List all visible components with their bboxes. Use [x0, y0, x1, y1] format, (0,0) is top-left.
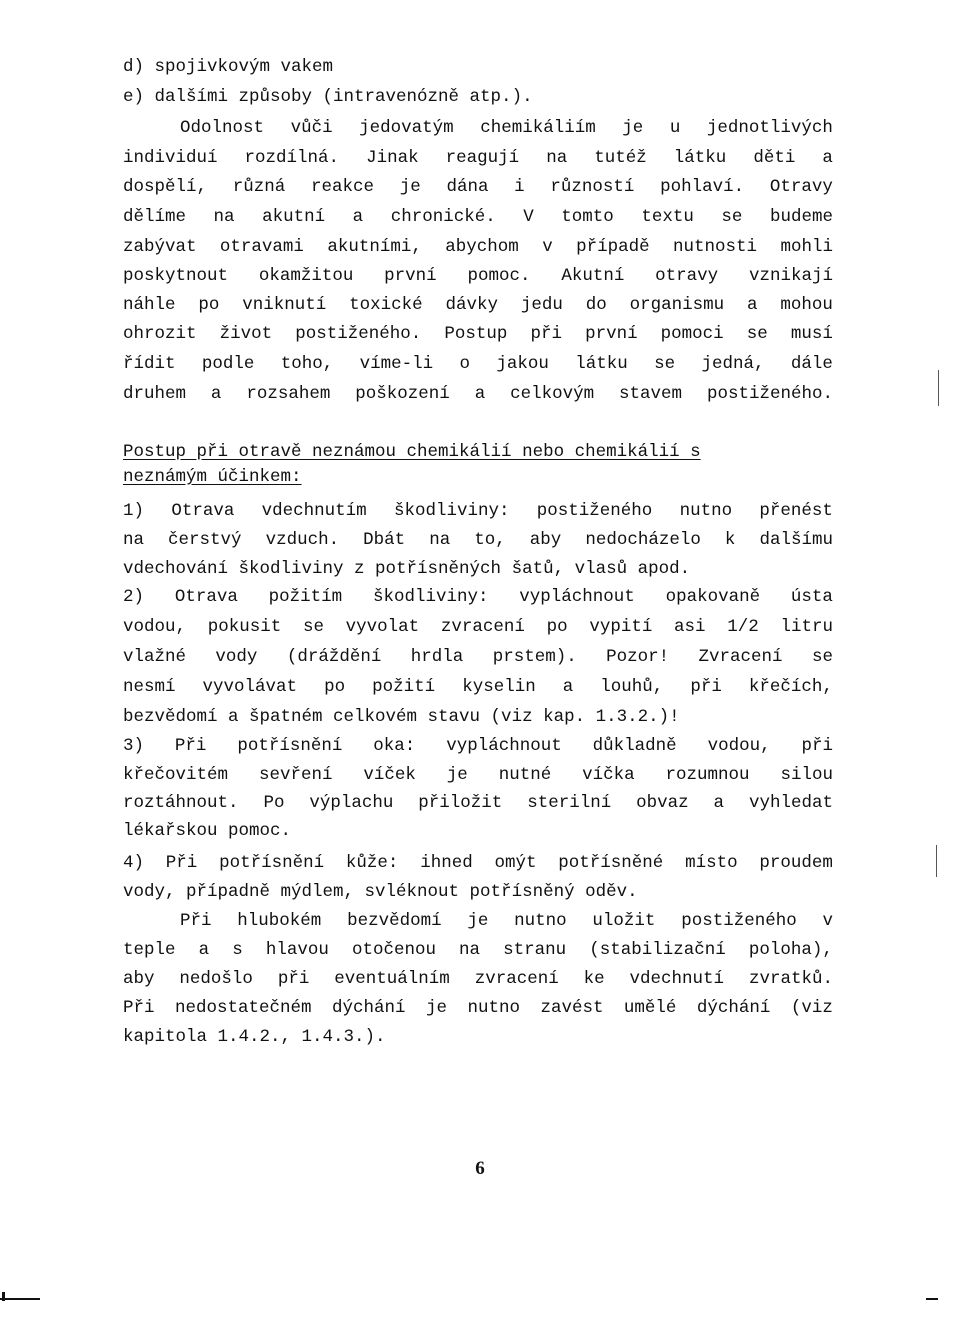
word: otravami — [219, 237, 304, 257]
word: v — [822, 911, 833, 931]
word: Odolnost — [180, 118, 265, 138]
word: dalšímu — [759, 530, 833, 550]
word: ihned — [420, 853, 473, 873]
word: chemikáliím — [480, 118, 596, 138]
word: a — [210, 384, 222, 404]
text-line — [123, 734, 833, 758]
word: nutné — [498, 765, 552, 785]
text-line: kapitola 1.4.2., 1.4.3.). — [123, 1027, 386, 1047]
word: litru — [780, 617, 833, 637]
word: a — [713, 793, 725, 813]
word: zvracení — [474, 969, 559, 989]
crop-mark-right — [926, 1298, 938, 1300]
word: Jinak — [366, 148, 419, 168]
word: do — [585, 295, 607, 315]
word: pomoci — [660, 324, 724, 344]
word: nedošlo — [179, 969, 253, 989]
word: zabývat — [123, 237, 197, 257]
word: k — [724, 530, 736, 550]
word: a — [822, 148, 833, 168]
text-line — [123, 264, 833, 288]
word: ústa — [790, 587, 833, 607]
text-line — [123, 322, 833, 346]
word: rozsahem — [246, 384, 331, 404]
word: vypláchnout — [446, 736, 562, 756]
word: je — [399, 177, 421, 197]
word: omýt — [494, 853, 537, 873]
word: Při — [180, 911, 212, 931]
word: s — [232, 940, 243, 960]
word: vzduch. — [265, 530, 340, 550]
word: nedostatečném — [174, 998, 312, 1018]
word: škodliviny: — [393, 501, 510, 521]
word: zvratků. — [748, 969, 833, 989]
word: hrdla — [410, 647, 464, 667]
word: hlubokém — [237, 911, 322, 931]
word: oka: — [373, 736, 416, 756]
word: vyvolávat — [202, 677, 298, 697]
word: nedocházelo — [585, 530, 701, 550]
word: Otravy — [769, 177, 833, 197]
word: stavem — [619, 384, 683, 404]
word: dělíme — [123, 207, 187, 227]
word: obvaz — [636, 793, 689, 813]
word: i — [514, 177, 525, 197]
word: 1) — [123, 501, 145, 521]
word: poskytnout — [123, 266, 229, 286]
word: vodou, — [123, 617, 187, 637]
word: vody — [215, 647, 258, 667]
text-line — [123, 675, 833, 699]
word: umělé — [623, 998, 677, 1018]
word: dávky — [445, 295, 499, 315]
word: vypití — [589, 617, 653, 637]
word: křečích, — [748, 677, 833, 697]
word: akutními, — [327, 237, 422, 257]
word: budeme — [769, 207, 833, 227]
word: toxické — [349, 295, 423, 315]
word: Po — [263, 793, 285, 813]
word: rozumnou — [665, 765, 750, 785]
word: nesmí — [123, 677, 176, 697]
text-line — [180, 116, 833, 140]
word: 3) — [123, 736, 145, 756]
word: potřísnění — [237, 736, 343, 756]
word: dospělí, — [123, 177, 208, 197]
word: Při — [123, 998, 155, 1018]
word: individuí — [123, 148, 218, 168]
word: dýchání — [331, 998, 406, 1018]
word: jednotlivých — [706, 118, 833, 138]
word: ohrozit — [123, 324, 197, 344]
word: jakou — [496, 354, 549, 374]
word: první — [585, 324, 638, 344]
text-line — [123, 585, 833, 609]
word: na — [546, 148, 568, 168]
word: přiložit — [418, 793, 503, 813]
word: bezvědomí — [347, 911, 442, 931]
text-line — [123, 763, 833, 787]
word: náhle — [123, 295, 176, 315]
word: jedovatým — [359, 118, 454, 138]
word: tutéž — [594, 148, 647, 168]
word: postiženého. — [295, 324, 422, 344]
word: po — [546, 617, 568, 637]
word: řídit — [123, 354, 176, 374]
word: látku — [575, 354, 628, 374]
word: při — [690, 677, 722, 697]
word: víčka — [582, 765, 635, 785]
word: požití — [372, 677, 436, 697]
text-line — [123, 175, 833, 199]
word: při — [530, 324, 562, 344]
text-line: vody, případně mýdlem, svléknout potřísněný oděv. — [123, 882, 638, 902]
text-line — [123, 205, 833, 229]
text-line — [123, 791, 833, 815]
word: 2) — [123, 587, 145, 607]
word: a — [352, 207, 364, 227]
word: je — [467, 911, 489, 931]
word: hlavou — [265, 940, 329, 960]
word: se — [302, 617, 324, 637]
word: potřísněné — [558, 853, 664, 873]
word: sevření — [258, 765, 333, 785]
word: křečovitém — [123, 765, 229, 785]
word: pomoc. — [467, 266, 531, 286]
word: různá — [232, 177, 286, 197]
word: roztáhnout. — [123, 793, 239, 813]
word: nutno — [679, 501, 733, 521]
word: postiženého — [536, 501, 653, 521]
text-line — [123, 528, 833, 552]
word: nutno — [514, 911, 567, 931]
text-line: e) dalšími způsoby (intravenózně atp.). — [123, 87, 533, 107]
word: a — [198, 940, 210, 960]
word: pohlaví. — [660, 177, 745, 197]
word: u — [669, 118, 681, 138]
word: aby — [529, 530, 562, 550]
word: škodliviny: — [372, 587, 489, 607]
word: mohou — [780, 295, 833, 315]
word: Otrava — [174, 587, 238, 607]
word: růzností — [550, 177, 635, 197]
word: eventuálním — [334, 969, 450, 989]
text-line: d) spojivkovým vakem — [123, 57, 334, 77]
word: dále — [790, 354, 833, 374]
word: Postup — [444, 324, 508, 344]
word: textu — [641, 207, 694, 227]
word: jedu — [520, 295, 563, 315]
word: ke — [583, 969, 605, 989]
word: se — [721, 207, 743, 227]
text-line — [123, 967, 833, 991]
word: v — [542, 237, 553, 257]
word: víme-li — [359, 354, 434, 374]
word: celkovým — [510, 384, 595, 404]
word: dána — [446, 177, 489, 197]
word: se — [811, 647, 833, 667]
word: a — [747, 295, 758, 315]
word: je — [446, 765, 468, 785]
word: reagují — [445, 148, 520, 168]
word: tomto — [561, 207, 614, 227]
word: se — [654, 354, 676, 374]
word: silou — [780, 765, 833, 785]
word: a — [562, 677, 574, 697]
word: sterilní — [527, 793, 612, 813]
word: život — [219, 324, 273, 344]
word: a — [474, 384, 486, 404]
word: reakce — [310, 177, 374, 197]
word: Při — [174, 736, 207, 756]
word: případě — [576, 237, 650, 257]
word: poškození — [355, 384, 450, 404]
word: V — [523, 207, 534, 227]
text-line — [123, 352, 833, 376]
page-number: 6 — [475, 1158, 485, 1179]
word: stranu — [503, 940, 567, 960]
word: prstem). — [492, 647, 577, 667]
word: vyvolat — [345, 617, 420, 637]
word: vůči — [290, 118, 333, 138]
word: zavést — [540, 998, 604, 1018]
word: musí — [790, 324, 833, 344]
word: to, — [474, 530, 506, 550]
word: nutnosti — [673, 237, 758, 257]
word: místo — [685, 853, 738, 873]
word: vodou, — [707, 736, 771, 756]
word: víček — [363, 765, 416, 785]
word: Akutní — [561, 266, 625, 286]
word: postiženého. — [706, 384, 833, 404]
word: vyhledat — [748, 793, 833, 813]
text-line — [123, 851, 833, 875]
word: vznikají — [748, 266, 833, 286]
word: vdechnutím — [261, 501, 367, 521]
word: organismu — [629, 295, 725, 315]
word: 4) — [123, 853, 145, 873]
word: opakovaně — [665, 587, 761, 607]
section-heading-continued: neznámým účinkem: — [123, 467, 302, 487]
word: chronické. — [390, 207, 496, 227]
word: asi — [674, 617, 706, 637]
word: louhů, — [600, 677, 664, 697]
word: podle — [201, 354, 255, 374]
text-line — [123, 615, 833, 639]
word: dýchání — [696, 998, 771, 1018]
word: rozdílná. — [244, 148, 340, 168]
word: teple — [123, 940, 176, 960]
word: výplachu — [309, 793, 394, 813]
word: po — [198, 295, 220, 315]
word: pokusit — [207, 617, 282, 637]
word: čerstvý — [168, 530, 242, 550]
word: děti — [753, 148, 796, 168]
word: vypláchnout — [519, 587, 635, 607]
word: Zvracení — [698, 647, 783, 667]
word: postiženého — [681, 911, 797, 931]
word: požitím — [268, 587, 343, 607]
text-line — [123, 996, 833, 1020]
word: je — [425, 998, 447, 1018]
word: akutní — [262, 207, 326, 227]
word: zvracení — [440, 617, 525, 637]
word: na — [123, 530, 145, 550]
word: na — [459, 940, 481, 960]
word: 1/2 — [727, 617, 759, 637]
text-line — [180, 909, 833, 933]
word: (dráždění — [286, 647, 382, 667]
word: při — [801, 736, 833, 756]
word: první — [384, 266, 437, 286]
crop-mark-left — [0, 1298, 40, 1300]
word: vlažné — [123, 647, 187, 667]
word: toho, — [280, 354, 334, 374]
text-line: lékařskou pomoc. — [123, 821, 292, 841]
text-line — [123, 499, 833, 523]
text-line — [123, 382, 833, 406]
section-heading: Postup při otravě neznámou chemikálií nebo chemikálií s — [123, 442, 701, 462]
word: otočenou — [351, 940, 436, 960]
word: látku — [673, 148, 727, 168]
word: Při — [165, 853, 198, 873]
word: se — [746, 324, 768, 344]
word: aby — [123, 969, 155, 989]
scan-mark — [938, 370, 939, 406]
word: proudem — [759, 853, 833, 873]
word: abychom — [445, 237, 519, 257]
word: vniknutí — [242, 295, 327, 315]
text-line — [123, 146, 833, 170]
text-line — [123, 293, 833, 317]
word: mohli — [780, 237, 833, 257]
word: Pozor! — [606, 647, 670, 667]
crop-mark-left-tick — [2, 1292, 5, 1301]
word: je — [622, 118, 644, 138]
word: poloha), — [748, 940, 833, 960]
word: otravy — [655, 266, 719, 286]
word: o — [459, 354, 471, 374]
word: vdechnutí — [629, 969, 725, 989]
text-line — [123, 938, 833, 962]
word: kůže: — [345, 853, 399, 873]
word: Dbát — [363, 530, 406, 550]
word: na — [429, 530, 451, 550]
word: při — [277, 969, 310, 989]
text-line — [123, 235, 833, 259]
word: na — [213, 207, 235, 227]
text-line: bezvědomí a špatném celkovém stavu (viz kap. 1.3.2.)! — [123, 707, 680, 727]
text-line — [123, 645, 833, 669]
word: uložit — [592, 911, 656, 931]
word: kyselin — [462, 677, 536, 697]
word: (stabilizační — [589, 940, 726, 960]
word: (viz — [790, 998, 833, 1018]
word: Otrava — [171, 501, 235, 521]
word: druhem — [123, 384, 187, 404]
word: okamžitou — [258, 266, 354, 286]
word: jedná, — [701, 354, 765, 374]
word: po — [324, 677, 346, 697]
text-line: vdechování škodliviny z potřísněných šatů, vlasů apod. — [123, 559, 691, 579]
word: potřísnění — [219, 853, 325, 873]
word: nutno — [467, 998, 520, 1018]
word: důkladně — [592, 736, 677, 756]
scan-mark — [936, 845, 937, 877]
word: přenést — [759, 501, 833, 521]
